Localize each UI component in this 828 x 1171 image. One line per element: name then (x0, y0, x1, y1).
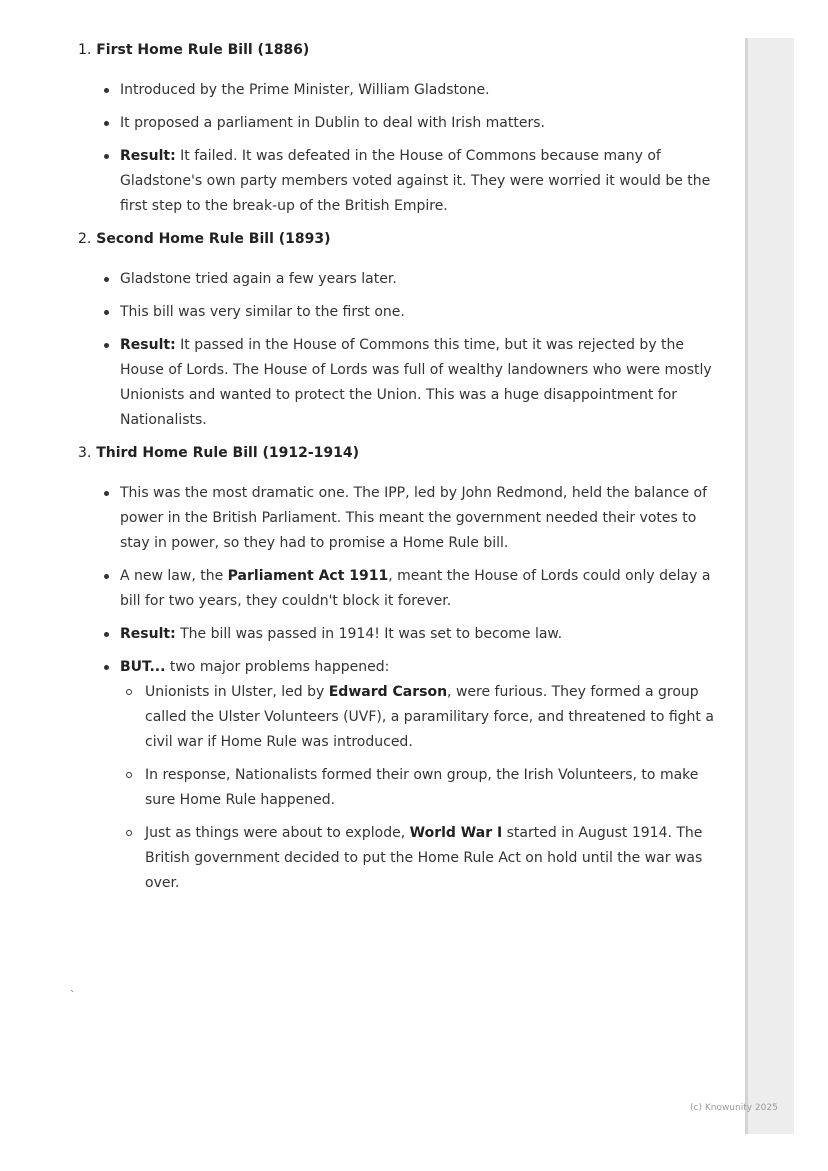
bullet-item (78, 564, 718, 614)
bullet-list (78, 78, 718, 219)
section-number: 3. (78, 445, 92, 461)
bullet-text: It failed. It was defeated in the House of Commons because many of Gladstone's own party members voted against it. They were worried it would be the first step to the break-up of the British Empire. (120, 148, 711, 214)
bullet-item (78, 622, 718, 647)
page-side-bar (745, 38, 794, 1134)
sub-bullet-text: In response, Nationalists formed their own group, the Irish Volunteers, to make sure Home Rule happened. (145, 767, 699, 808)
result-label: Result: (120, 337, 176, 353)
sub-bullet-item (120, 763, 718, 813)
sub-bullet-text: Unionists in Ulster, led by (145, 684, 329, 700)
but-label: BUT... (120, 659, 166, 675)
section-title: Third Home Rule Bill (1912-1914) (96, 445, 360, 461)
section-number: 1. (78, 42, 92, 58)
bullet-list (78, 267, 718, 433)
bold-term: Parliament Act 1911 (227, 568, 389, 584)
bullet-text: It passed in the House of Commons this time, but it was rejected by the House of Lords. The House of Lords was full of wealthy landowners who were mostly Unionists and wanted to protect the Union. This was a huge disappointment for Nationalists. (120, 337, 712, 428)
section-heading (78, 441, 718, 466)
bullet-text: The bill was passed in 1914! It was set to become law. (175, 626, 563, 642)
result-label: Result: (120, 148, 176, 164)
section-second-home-rule-bill (78, 227, 718, 433)
bullet-text: This bill was very similar to the first one. (120, 304, 405, 320)
sub-bullet-text: Just as things were about to explode, (145, 825, 410, 841)
sub-bullet-item (120, 680, 718, 755)
stray-mark: ` (70, 990, 75, 1001)
bullet-text: two major problems happened: (165, 659, 390, 675)
section-heading (78, 38, 718, 63)
bullet-item (78, 333, 718, 433)
bullet-item (78, 111, 718, 136)
bullet-text: Gladstone tried again a few years later. (120, 271, 397, 287)
section-title: Second Home Rule Bill (1893) (96, 231, 331, 247)
bullet-text: , meant the House of Lords could only delay a bill for two years, they couldn't block it forever. (120, 568, 711, 609)
section-number: 2. (78, 231, 92, 247)
copyright-footer: (c) Knowunity 2025 (690, 1103, 778, 1113)
bullet-text: Introduced by the Prime Minister, William Gladstone. (120, 82, 490, 98)
page-content (78, 38, 718, 904)
section-title: First Home Rule Bill (1886) (96, 42, 310, 58)
sub-bullet-list (120, 680, 718, 896)
bullet-item (78, 655, 718, 896)
bullet-item (78, 144, 718, 219)
bullet-item (78, 267, 718, 292)
sub-bullet-text: , were furious. They formed a group called the Ulster Volunteers (UVF), a paramilitary force, and threatened to fight a civil war if Home Rule was introduced. (145, 684, 714, 750)
bullet-item (78, 300, 718, 325)
bold-term: Edward Carson (328, 684, 448, 700)
bold-term: World War I (409, 825, 503, 841)
sub-bullet-item (120, 821, 718, 896)
bullet-text: This was the most dramatic one. The IPP, led by John Redmond, held the balance of power in the British Parliament. This meant the government needed their votes to stay in power, so they had to promise a Home Rule bill. (120, 485, 708, 551)
bullet-list (78, 481, 718, 896)
section-third-home-rule-bill (78, 441, 718, 896)
bullet-text: It proposed a parliament in Dublin to deal with Irish matters. (120, 115, 545, 131)
sub-bullet-text: started in August 1914. The British government decided to put the Home Rule Act on hold until the war was over. (145, 825, 703, 891)
bullet-text: A new law, the (120, 568, 228, 584)
section-first-home-rule-bill (78, 38, 718, 219)
section-heading (78, 227, 718, 252)
result-label: Result: (120, 626, 176, 642)
bullet-item (78, 78, 718, 103)
bullet-item (78, 481, 718, 556)
